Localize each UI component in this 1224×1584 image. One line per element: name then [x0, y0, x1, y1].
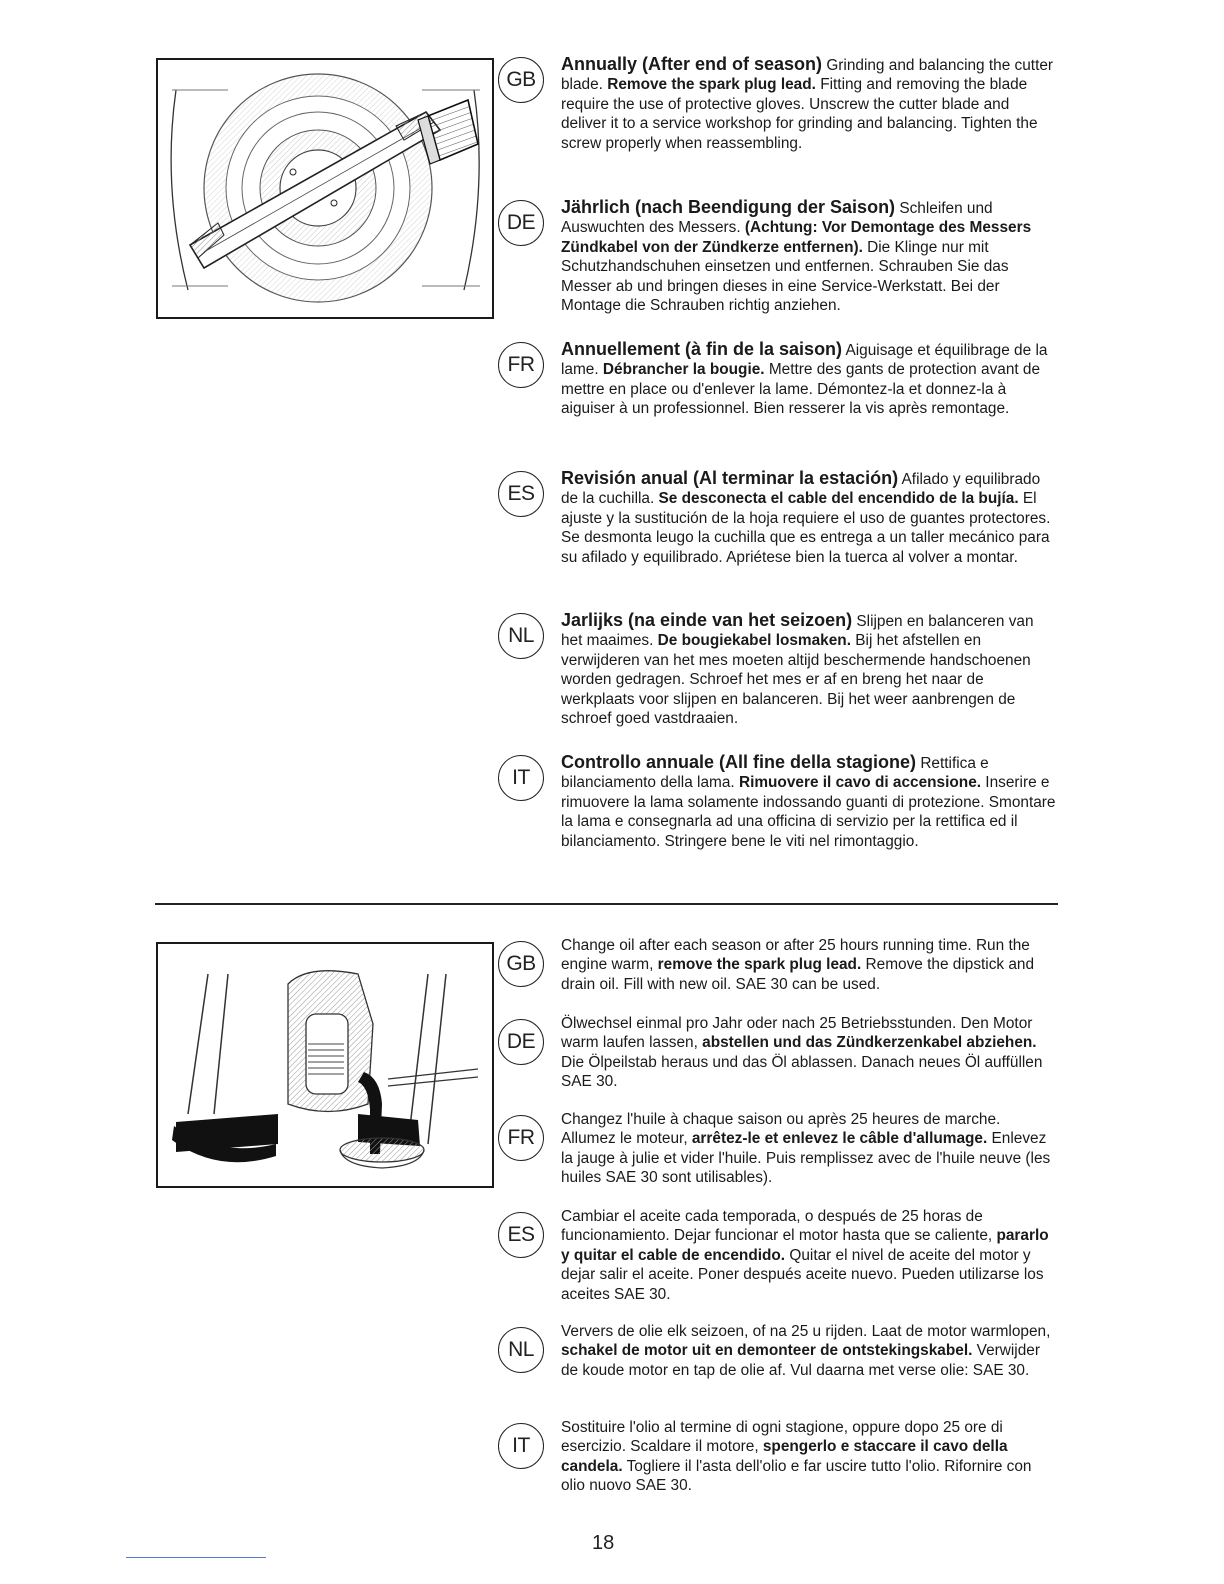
section-divider — [155, 903, 1058, 905]
warning-text: spengerlo e staccare il cavo della candela. — [561, 1438, 1008, 1475]
body-text: Verwijder de koude motor en tap de olie af. Vul daarna met verse olie: SAE 30. — [561, 1342, 1040, 1379]
language-badge: NL — [498, 1327, 544, 1373]
warning-text: remove the spark plug lead. — [657, 956, 862, 974]
body-text: Mettre des gants de protection avant de mettre en place ou d'enlever la lame. Démontez-la et donnez-la à aiguiser à un professionnel. Bien resserer la vis après remontage. — [561, 361, 1041, 418]
warning-text: (Achtung: Vor Demontage des Messers Zündkabel von der Zündkerze entfernen). — [561, 219, 1032, 256]
annual-entry-de — [496, 197, 1060, 315]
body-text: Ververs de olie elk seizoen, of na 25 u rijden. Laat de motor warmlopen, — [561, 1323, 1051, 1340]
body-text: El ajuste y la sustitución de la hoja requiere el uso de guantes protectores. Se desmonta leugo la cuchilla que es entrega a un taller mecánico para su afilado y equilibrado. Apriétese bien la tuerca al volver a montar. — [561, 490, 1051, 566]
warning-text: Se desconecta el cable del encendido de la bujía. — [658, 490, 1019, 508]
blade-drawing — [158, 60, 492, 317]
warning-text: Débrancher la bougie. — [602, 361, 765, 379]
body-text: Rettifica e bilanciamento della lama. — [561, 755, 989, 792]
body-text: Enlevez la jauge à julie et vider l'huile. Puis remplissez avec de l'huile neuve (les huiles SAE 30 sont utilisables). — [561, 1130, 1051, 1187]
oil-drain-illustration — [156, 942, 494, 1188]
body-text: Die Ölpeilstab heraus und das Öl ablassen. Danach neues Öl auffüllen SAE 30. — [561, 1053, 1043, 1091]
body-text: Die Klinge nur mit Schutzhandschuhen einsetzen und entfernen. Schrauben Sie das Messer ab und bringen dieses in eine Service-Werkstatt. Bei der Montage die Schrauben richtig anziehen. — [561, 238, 1009, 315]
oil-entry-es — [496, 1207, 1060, 1304]
body-text: Grinding and balancing the cutter blade. — [561, 57, 1054, 94]
oil-entry-de — [496, 1014, 1060, 1092]
body-text: Remove the dipstick and drain oil. Fill with new oil. SAE 30 can be used. — [561, 956, 1035, 993]
section-heading: Revisión anual (Al terminar la estación) — [561, 468, 899, 488]
section-heading: Jarlijks (na einde van het seizoen) — [561, 610, 853, 630]
body-text: Slijpen en balanceren van het maaimes. — [561, 613, 1034, 650]
warning-text: schakel de motor uit en demonteer de ontstekingskabel. — [561, 1342, 973, 1360]
body-text: Aiguisage et équilibrage de la lame. — [561, 342, 1048, 379]
annual-entry-es — [496, 468, 1060, 567]
language-badge: IT — [498, 1423, 544, 1469]
oil-entry-gb — [496, 936, 1060, 994]
body-text: Changez l'huile à chaque saison ou après 25 heures de marche. Allumez le moteur, — [561, 1111, 1001, 1148]
body-text: Togliere il l'asta dell'olio e far uscire tutto l'olio. Rifornire con olio nuovo SAE 30. — [561, 1457, 1032, 1495]
language-badge: NL — [498, 613, 544, 659]
body-text: Sostituire l'olio al termine di ogni stagione, oppure dopo 25 ore di esercizio. Scaldare il motore, — [561, 1419, 1003, 1456]
language-badge: FR — [498, 342, 544, 388]
blade-illustration — [156, 58, 494, 319]
oil-entry-nl — [496, 1322, 1060, 1380]
body-text: Change oil after each season or after 25 hours running time. Run the engine warm, — [561, 937, 1030, 974]
section-heading: Annually (After end of season) — [561, 54, 823, 74]
language-badge: DE — [498, 1019, 544, 1065]
language-badge: GB — [498, 57, 544, 103]
warning-text: pararlo y quitar el cable de encendido. — [561, 1227, 1049, 1264]
page-number: 18 — [592, 1532, 615, 1554]
annual-entry-it — [496, 752, 1060, 851]
oil-drain-drawing — [158, 944, 492, 1186]
body-text: Inserire e rimuovere la lama solamente indossando guanti di protezione. Smontare la lama e consegnarla ad una officina di servizio per la rettifica ed il bilanciamento. Stringere bene le viti nel rimontaggio. — [561, 774, 1056, 850]
language-badge: IT — [498, 755, 544, 801]
warning-text: Remove the spark plug lead. — [607, 76, 816, 94]
section-heading: Jährlich (nach Beendigung der Saison) — [561, 197, 896, 217]
language-badge: ES — [498, 1212, 544, 1258]
oil-entry-fr — [496, 1110, 1060, 1188]
language-badge: DE — [498, 200, 544, 246]
body-text: Afilado y equilibrado de la cuchilla. — [561, 471, 1041, 508]
annual-entry-nl — [496, 610, 1060, 728]
annual-entry-gb — [496, 54, 1060, 153]
section-heading: Controllo annuale (All fine della stagione) — [561, 752, 917, 772]
footer-rule — [126, 1557, 266, 1558]
annual-entry-fr — [496, 339, 1060, 419]
language-badge: GB — [498, 941, 544, 987]
warning-text: Rimuovere il cavo di accensione. — [738, 774, 982, 792]
warning-text: abstellen und das Zündkerzenkabel abziehen. — [702, 1034, 1037, 1052]
body-text: Quitar el nivel de aceite del motor y dejar salir el aceite. Poner después aceite nuevo. Pueden utilizarse los aceites SAE 30. — [561, 1246, 1044, 1303]
section-heading: Annuellement (à fin de la saison) — [561, 339, 843, 359]
body-text: Ölwechsel einmal pro Jahr oder nach 25 Betriebsstunden. Den Motor warm laufen lassen, — [561, 1015, 1033, 1052]
body-text: Bij het afstellen en verwijderen van het mes moeten altijd beschermende handschoenen worden gedragen. Schroef het mes er af en breng het naar de werkplaats voor slijpen en balanceren. Bij het weer aanbrengen de schroef goed vastdraaien. — [561, 632, 1031, 728]
body-text: Schleifen und Auswuchten des Messers. — [561, 200, 993, 237]
language-badge: ES — [498, 471, 544, 517]
warning-text: De bougiekabel losmaken. — [657, 632, 851, 650]
body-text: Cambiar el aceite cada temporada, o después de 25 horas de funcionamiento. Dejar funcionar el motor hasta que se caliente, — [561, 1208, 997, 1245]
body-text: Fitting and removing the blade require the use of protective gloves. Unscrew the cutter blade and deliver it to a service workshop for grinding and balancing. Tighten the screw properly when reassembling. — [561, 76, 1038, 152]
oil-entry-it — [496, 1418, 1060, 1496]
language-badge: FR — [498, 1115, 544, 1161]
warning-text: arrêtez-le et enlevez le câble d'allumage. — [691, 1130, 988, 1148]
